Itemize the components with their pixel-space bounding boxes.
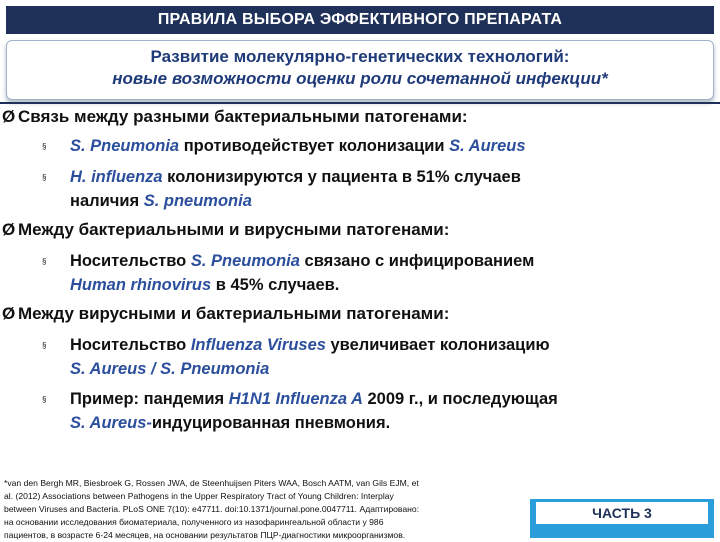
item-text: колонизируются у пациента в 51% случаев (162, 168, 521, 186)
list-item (70, 134, 526, 158)
footnote (4, 477, 524, 542)
organism-name: S. Pneumonia (70, 137, 180, 155)
section-heading-text: Между бактериальными и вирусными патогенами: (18, 220, 450, 239)
footnote-line: пациентов, в возрасте 6-24 месяцев, на основании результатов ПЦР-диагностики микроорганизмов. (4, 530, 406, 540)
organism-name: S. Pneumonia (190, 252, 300, 270)
square-bullet-icon: § (42, 257, 47, 266)
organism-name: S. Aureus (449, 137, 526, 155)
subtitle-box (6, 40, 714, 100)
list-item (70, 249, 534, 297)
item-text: индуцированная пневмония. (151, 414, 391, 432)
organism-name: H1N1 Influenza A (228, 390, 363, 408)
divider (0, 102, 720, 104)
arrow-bullet-icon: Ø (2, 107, 16, 126)
item-text: связано с инфицированием (299, 252, 535, 270)
subtitle-line-1: Развитие молекулярно-генетических технологий: (150, 47, 570, 66)
arrow-bullet-icon: Ø (2, 220, 16, 239)
part-badge (530, 497, 714, 527)
square-bullet-icon: § (42, 142, 47, 151)
square-bullet-icon: § (42, 341, 47, 350)
item-text: 2009 г., и последующая (362, 390, 558, 408)
organism-name: S. Aureus / S. Pneumonia (70, 360, 270, 378)
organism-name: Human rhinovirus (70, 276, 212, 294)
section-heading-text: Связь между разными бактериальными патогенами: (18, 107, 468, 126)
footnote-line: *van den Bergh MR, Biesbroek G, Rossen JWA, de Steenhuijsen Piters WAA, Bosch AATM, van Gils EJM, et (4, 478, 419, 488)
item-text: Пример: пандемия (70, 390, 229, 408)
list-item (70, 165, 521, 213)
item-text: противодействует колонизации (179, 137, 450, 155)
list-item (70, 333, 550, 381)
item-text: в 45% случаев. (211, 276, 340, 294)
footnote-line: between Viruses and Bacteria. PLoS ONE 7(10): e47711. doi:10.1371/journal.pone.0047711. Адаптировано: (4, 504, 420, 514)
square-bullet-icon: § (42, 173, 47, 182)
organism-name: H. influenza (70, 168, 163, 186)
page-title: ПРАВИЛА ВЫБОРА ЭФФЕКТИВНОГО ПРЕПАРАТА (6, 6, 714, 34)
organism-name: S. pneumonia (143, 192, 252, 210)
section-heading-bacterial-viral (2, 219, 449, 241)
part-badge-label: ЧАСТЬ 3 (536, 502, 708, 524)
section-heading-bacterial (2, 106, 468, 128)
square-bullet-icon: § (42, 395, 47, 404)
organism-name: Influenza Viruses (190, 336, 326, 354)
item-text: увеличивает колонизацию (325, 336, 550, 354)
item-text: Носительство (70, 336, 191, 354)
part-badge-accent (530, 527, 714, 538)
list-item (70, 387, 558, 435)
arrow-bullet-icon: Ø (2, 304, 16, 323)
section-heading-viral-bacterial (2, 303, 449, 325)
section-heading-text: Между вирусными и бактериальными патогенами: (18, 304, 450, 323)
item-text: наличия (70, 192, 144, 210)
footnote-line: на основании исследования биоматериала, полученного из назофарингеальной области у 986 (4, 517, 384, 527)
footnote-line: al. (2012) Associations between Pathogens in the Upper Respiratory Tract of Young Children: Interplay (4, 491, 394, 501)
item-text: Носительство (70, 252, 191, 270)
organism-name: S. Aureus- (70, 414, 152, 432)
subtitle-line-2: новые возможности оценки роли сочетанной инфекции* (112, 69, 608, 88)
